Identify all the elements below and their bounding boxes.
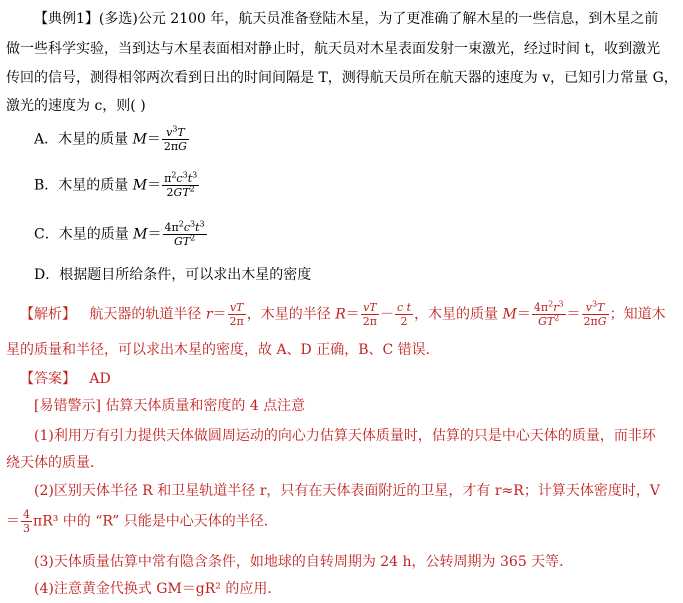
analysis-label: 【解析】 [20,306,76,323]
note-1a: (1)利用万有引力提供天体做圆周运动的向心力估算天体质量时，估算的只是中心天体的质量，而非环 [34,428,656,444]
option-a: A．木星的质量 M＝ $\frac{v^3T}{2\pi G}$ [34,124,187,153]
formula-c: $\frac{4\pi^2c^3t^3}{GT^2}$ [164,219,205,248]
note-3: (3)天体质量估算中常有隐含条件，如地球的自转周期为 24 h，公转周期为 365 天等． [34,554,574,570]
formula-b: $\frac{\pi^2c^3t^3}{2GT^2}$ [164,170,198,199]
note-4: (4)注意黄金代换式 GM＝gR² 的应用． [34,581,282,597]
analysis-line-1: 【解析】 航天器的轨道半径 r＝ $\frac{vT}{2\pi}$ ，木星的半径 R＝ $\frac{vT}{2\pi}$ － $\frac{\text{c t}}{2}$ ，木星的质量 M＝ $\frac{4\pi^2r^3}{GT^2}$ ＝ $\frac{v^3T}{2\pi G}$ ；知道木 [20,299,666,328]
example-tag: 【典例1】 [34,11,99,27]
option-c: C．木星的质量 M＝ $\frac{4\pi^2c^3t^3}{GT^2}$ [34,219,205,248]
analysis-line-2: 星的质量和半径，可以求出木星的密度，故 A、D 正确，B、C 错误． [6,342,440,358]
answer-label: 【答案】 [20,371,76,387]
question-line-1 [34,10,658,28]
answer-line [20,370,111,388]
note-1b: 绕天体的质量． [6,455,104,471]
answer-value: AD [89,371,111,387]
option-d: D．根据题目所给条件，可以求出木星的密度 [34,267,312,283]
formula-a: $\frac{v^3T}{2\pi G}$ [163,124,187,153]
note-2b: ＝ $\frac{4}{3}$ πR³ 中的 “R” 只能是中心天体的半径． [6,508,278,535]
option-b: B．木星的质量 M＝ $\frac{\pi^2c^3t^3}{2GT^2}$ [34,170,198,199]
question-line-3: 传回的信号，测得相邻两次看到日出的时间间隔是 T，测得航天员所在航天器的速度为 v，已知引力常量 G， [6,70,678,86]
question-type: (多选) [98,11,138,27]
question-text-1: 公元 2100 年，航天员准备登陆木星，为了更准确了解木星的一些信息，到木星之前 [137,11,659,27]
warning-title: [易错警示] 估算天体质量和密度的 4 点注意 [34,398,306,414]
question-line-4: 激光的速度为 c，则( ) [6,98,146,114]
note-2a: (2)区别天体半径 R 和卫星轨道半径 r，只有在天体表面附近的卫星，才有 r≈R；计算天体密度时，V [34,483,660,499]
question-line-2: 做一些科学实验，当到达与木星表面相对静止时，航天员对木星表面发射一束激光，经过时间 t，收到激光 [6,41,661,57]
